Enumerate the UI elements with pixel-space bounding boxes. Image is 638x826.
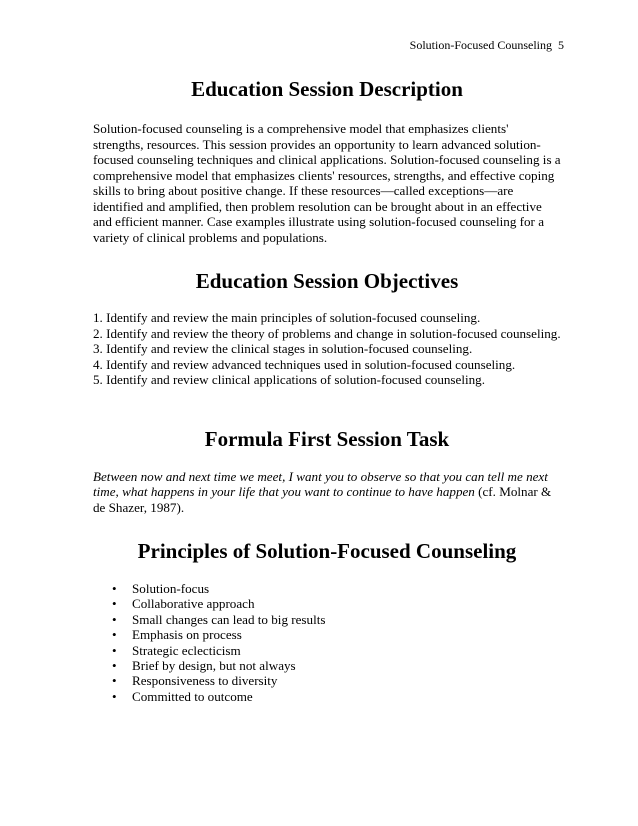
principle-text: Solution-focus [132,581,210,596]
task-quote: Between now and next time we meet, I want you to observe so that you can tell me next time, what happens in your life that you want to continue to have happen [93,468,548,499]
bullet-icon: • [112,627,117,643]
principle-item [112,581,561,596]
principle-item [112,642,561,658]
objective-item: 1. Identify and review the main principles of solution-focused counseling. [93,310,481,325]
principles-heading: Principles of Solution-Focused Counseling [137,539,517,563]
principle-item [112,611,561,627]
objective-item: 5. Identify and review clinical applications of solution-focused counseling. [93,372,485,387]
principle-text: Committed to outcome [132,688,253,704]
bullet-icon: • [112,596,117,612]
bullet-icon: • [112,658,117,674]
principle-item [112,673,561,689]
principle-text: Strategic eclecticism [132,642,241,658]
principle-item [112,658,561,674]
bullet-icon: • [112,611,117,627]
objective-item: 4. Identify and review advanced techniques used in solution-focused counseling. [93,356,516,372]
description-heading: Education Session Description [191,77,463,101]
task-heading: Formula First Session Task [204,426,450,451]
principle-text: Responsiveness to diversity [132,673,278,689]
bullet-icon: • [112,673,117,689]
page-content [93,76,561,704]
principle-item [112,596,561,612]
principle-item [112,627,561,643]
description-body: Solution-focused counseling is a comprehensive model that emphasizes clients' strengths, resources. This session provides an opportunity to learn advanced solution-focused counseling techniques and clinical applications. Solution-focused counseling is a comprehensive model that emphasizes clients' resources, strengths, and effective coping skills to bring about positive change. If these resources—called exceptions—are identified and amplified, then problem resolution can be brought about in an effective and efficient manner. Case examples illustrate using solution-focused counseling for a variety of clinical problems and populations. [93,121,561,245]
principle-text: Small changes can lead to big results [132,611,326,627]
principle-text: Emphasis on process [132,627,242,643]
principle-text: Brief by design, but not always [132,658,296,674]
principle-item [112,688,561,704]
objective-item: 2. Identify and review the theory of problems and change in solution-focused counseling. [93,325,561,341]
principle-text: Collaborative approach [132,596,255,612]
task-body [93,469,561,516]
bullet-icon: • [112,581,117,596]
objective-item: 3. Identify and review the clinical stages in solution-focused counseling. [93,341,473,356]
bullet-icon: • [112,642,117,658]
bullet-icon: • [112,688,117,704]
objectives-heading: Education Session Objectives [195,269,459,293]
task-citation: (cf. Molnar & de Shazer, 1987). [93,484,552,515]
objectives-list [93,310,561,388]
running-header: Solution-Focused Counseling 5 [409,38,564,52]
principles-list [93,581,561,704]
